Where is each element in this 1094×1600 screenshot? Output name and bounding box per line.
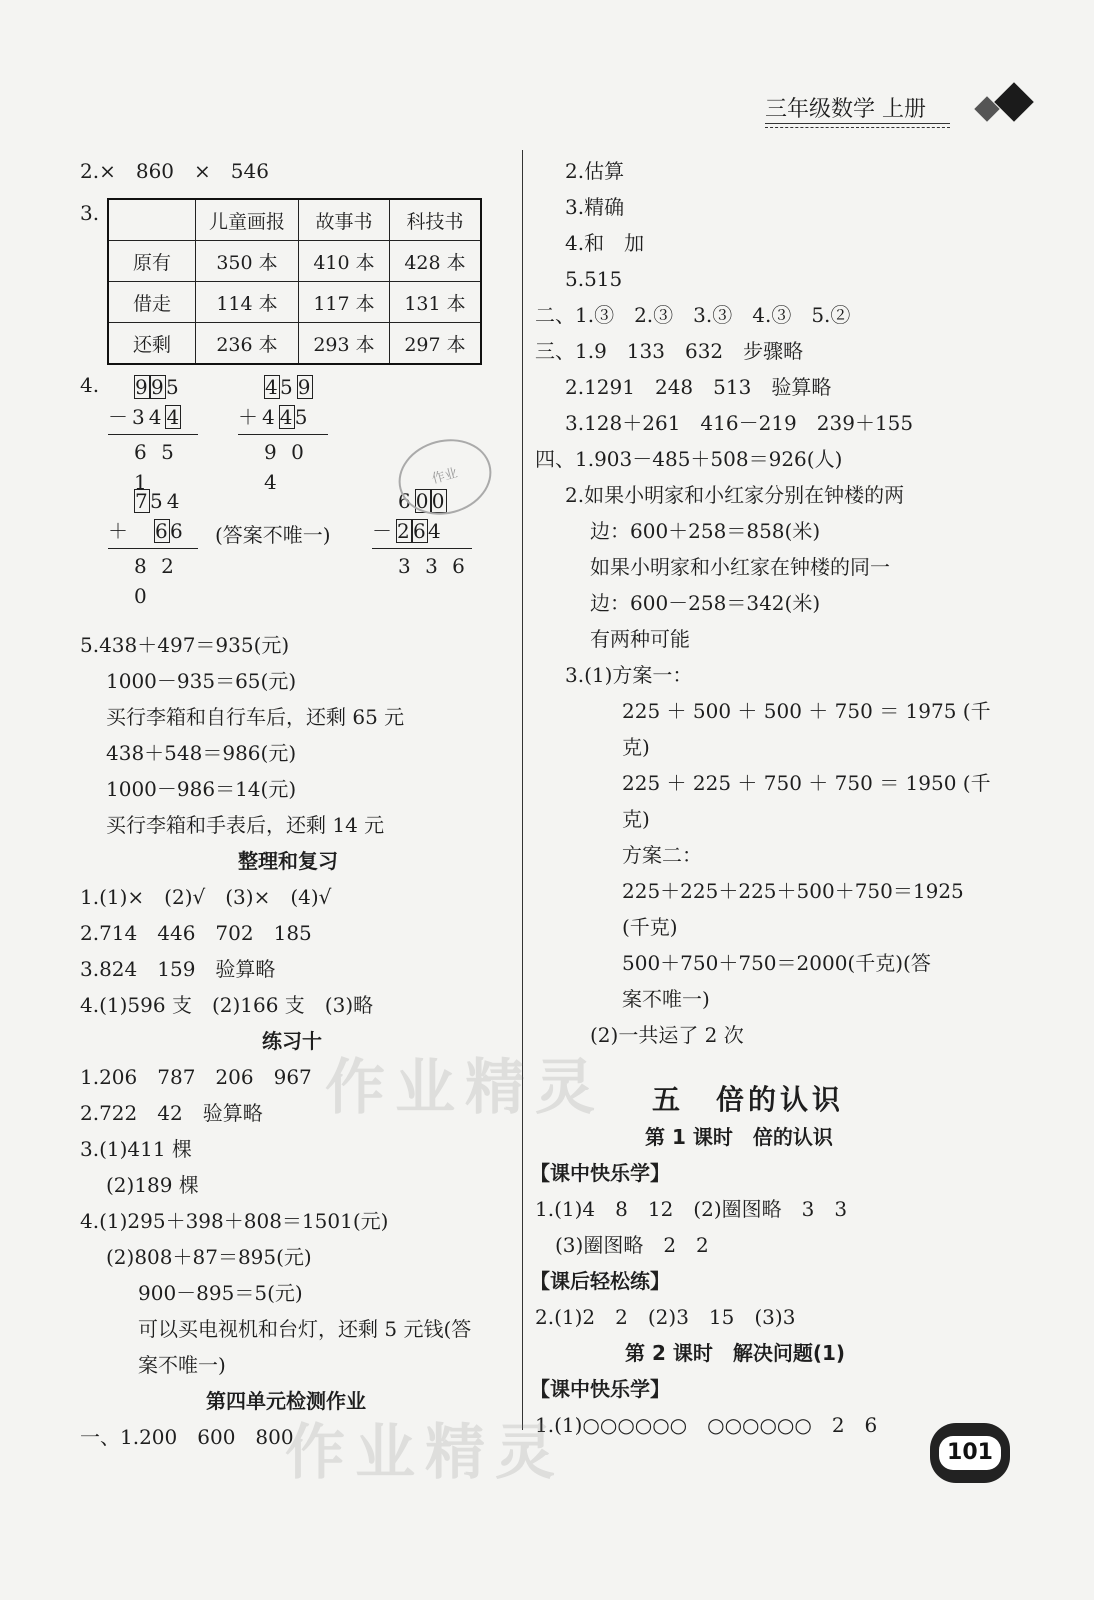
answer-line: 3.精确 [565, 195, 625, 219]
digit-box: 4 [279, 405, 297, 429]
book-table [107, 198, 482, 365]
digit-box: 0 [415, 489, 433, 513]
digit-box: 4 [166, 405, 184, 429]
answer-line: 一、1.200 600 800 [80, 1425, 294, 1449]
answer-line: 如果小明家和小红家在钟楼的同一 [590, 555, 890, 579]
stamp-seal: 作业 [390, 429, 500, 525]
answer-line: 225＋225＋225＋500＋750＝1925 [622, 879, 964, 903]
unit-title: 五 倍的认识 [652, 1083, 845, 1116]
answer-line: 可以买电视机和台灯，还剩 5 元钱(答 [138, 1317, 472, 1341]
answer-line: 5.515 [565, 267, 623, 291]
answer-line: 2.722 42 验算略 [80, 1101, 263, 1125]
answer-line: 方案二： [622, 843, 702, 867]
answer-line: 四、1.903－485＋508＝926(人) [535, 447, 843, 471]
arith-result: 6 5 1 [134, 440, 178, 494]
answer-line: 2.× 860 × 546 [80, 159, 269, 183]
answer-line: 边：600－258＝342(米) [590, 591, 821, 615]
answer-line: 225 ＋ 500 ＋ 500 ＋ 750 ＝ 1975 (千 [622, 699, 991, 723]
digit: 6 [398, 489, 415, 513]
arith-result: 9 0 4 [264, 440, 308, 494]
digit-box: 6 [413, 519, 430, 543]
answer-line: 买行李箱和自行车后，还剩 65 元 [106, 705, 405, 729]
section-title: 整理和复习 [238, 849, 338, 873]
answer-line: 1.(1)○○○○○○ ○○○○○○ 2 6 [535, 1413, 878, 1437]
vertical-arithmetic [238, 372, 328, 494]
answer-line: 1000－935＝65(元) [106, 669, 297, 693]
answer-line: 1.206 787 206 967 [80, 1065, 312, 1089]
answer-line: 3.128＋261 416－219 239＋155 [565, 411, 914, 435]
lesson-title: 第 2 课时 解决问题(1) [625, 1341, 846, 1365]
table-cell: 350 本 [196, 241, 299, 282]
digit-box: 4 [265, 375, 282, 399]
digit-box: 9 [151, 375, 168, 399]
header-underline [765, 123, 950, 124]
watermark: 作业精灵 [285, 1418, 565, 1488]
answer-line: (千克) [622, 915, 678, 939]
answer-line: (2)一共运了 2 次 [590, 1023, 744, 1047]
digit-box: 7 [135, 489, 152, 513]
arith-result: 3 3 6 [398, 554, 469, 578]
answer-line: 2.如果小明家和小红家分别在钟楼的两 [565, 483, 905, 507]
answer-label: 4. [80, 373, 100, 397]
table-cell: 还剩 [108, 323, 196, 365]
diamond-icon-large [994, 82, 1034, 122]
answer-line: 克) [622, 807, 650, 831]
digit: 5 [150, 489, 167, 513]
section-tag: 【课中快乐学】 [530, 1377, 670, 1401]
table-cell: 114 本 [196, 282, 299, 323]
digit: 6 [170, 519, 187, 543]
answer-line: 3.824 159 验算略 [80, 957, 276, 981]
arith-result: 8 2 0 [134, 554, 178, 608]
table-row [108, 282, 481, 323]
answer-line: 4.(1)596 支 (2)166 支 (3)略 [80, 993, 374, 1017]
digit: 4 [262, 405, 279, 429]
digit-box: 0 [431, 489, 449, 513]
digit-box: 9 [297, 375, 315, 399]
operator: － [108, 405, 132, 429]
answer-line: 2.1291 248 513 验算略 [565, 375, 832, 399]
answer-line: 有两种可能 [590, 627, 690, 651]
answer-line: 4.(1)295＋398＋808＝1501(元) [80, 1209, 389, 1233]
table-cell: 428 本 [390, 241, 482, 282]
table-cell: 297 本 [390, 323, 482, 365]
table-cell: 原有 [108, 241, 196, 282]
table-cell: 科技书 [390, 199, 482, 241]
table-row [108, 323, 481, 365]
table-cell: 借走 [108, 282, 196, 323]
header-dashed-underline [765, 127, 950, 128]
digit-box: 9 [135, 375, 152, 399]
answer-line: 3.(1)方案一： [565, 663, 693, 687]
digit: 4 [428, 519, 445, 543]
table-cell [108, 199, 196, 241]
operator: － [372, 519, 396, 543]
digit: 5 [294, 405, 312, 429]
page-header: 三年级数学 上册 [765, 97, 926, 122]
vertical-arithmetic [108, 372, 198, 494]
digit-box: 2 [397, 519, 414, 543]
digit: 4 [166, 489, 184, 513]
answer-line: 三、1.9 133 632 步骤略 [535, 339, 804, 363]
table-cell: 儿童画报 [196, 199, 299, 241]
column-divider [522, 150, 523, 1430]
table-cell: 410 本 [299, 241, 390, 282]
table-cell: 故事书 [299, 199, 390, 241]
table-cell: 131 本 [390, 282, 482, 323]
answer-line: 边：600＋258＝858(米) [590, 519, 821, 543]
answer-label: 3. [80, 201, 100, 225]
answer-line: 二、1.③ 2.③ 3.③ 4.③ 5.② [535, 303, 851, 327]
table-cell: 117 本 [299, 282, 390, 323]
lesson-title: 第 1 课时 倍的认识 [645, 1125, 833, 1149]
section-tag: 【课后轻松练】 [530, 1269, 670, 1293]
digit: 3 [132, 405, 149, 429]
digit: 4 [148, 405, 166, 429]
answer-line: (3)圈图略 2 2 [555, 1233, 709, 1257]
answer-line: 克) [622, 735, 650, 759]
answer-line: 买行李箱和手表后，还剩 14 元 [106, 813, 385, 837]
answer-line: 438＋548＝986(元) [106, 741, 297, 765]
page-number-badge [930, 1423, 1010, 1483]
answer-line: 2.估算 [565, 159, 625, 183]
vertical-arithmetic [108, 486, 198, 608]
answer-line: 1000－986＝14(元) [106, 777, 297, 801]
table-header-row [108, 199, 481, 241]
answer-line: 225 ＋ 225 ＋ 750 ＋ 750 ＝ 1950 (千 [622, 771, 991, 795]
operator: ＋ [108, 519, 132, 543]
watermark: 作业精灵 [325, 1053, 605, 1123]
table-cell: 236 本 [196, 323, 299, 365]
section-title: 练习十 [262, 1029, 322, 1053]
answer-line: (2)189 棵 [106, 1173, 199, 1197]
table-cell: 293 本 [299, 323, 390, 365]
digit: 5 [280, 375, 297, 399]
answer-line: 案不唯一) [138, 1353, 226, 1377]
answer-note: (答案不唯一) [215, 523, 331, 547]
operator: ＋ [238, 405, 262, 429]
answer-line: 500＋750＋750＝2000(千克)(答 [622, 951, 931, 975]
digit: 5 [166, 375, 183, 399]
answer-line: 900－895＝5(元) [138, 1281, 303, 1305]
table-row [108, 241, 481, 282]
answer-line: 5.438＋497＝935(元) [80, 633, 290, 657]
answer-line: (2)808＋87＝895(元) [106, 1245, 312, 1269]
section-tag: 【课中快乐学】 [530, 1161, 670, 1185]
answer-line: 1.(1)4 8 12 (2)圈图略 3 3 [535, 1197, 848, 1221]
page-number: 101 [939, 1436, 1001, 1470]
digit-box: 6 [155, 519, 172, 543]
answer-line: 4.和 加 [565, 231, 645, 255]
answer-line: 3.(1)411 棵 [80, 1137, 192, 1161]
section-title: 第四单元检测作业 [206, 1389, 366, 1413]
answer-line: 2.714 446 702 185 [80, 921, 312, 945]
answer-line: 案不唯一) [622, 987, 710, 1011]
answer-line: 2.(1)2 2 (2)3 15 (3)3 [535, 1305, 796, 1329]
answer-line: 1.(1)× (2)√ (3)× (4)√ [80, 885, 332, 909]
